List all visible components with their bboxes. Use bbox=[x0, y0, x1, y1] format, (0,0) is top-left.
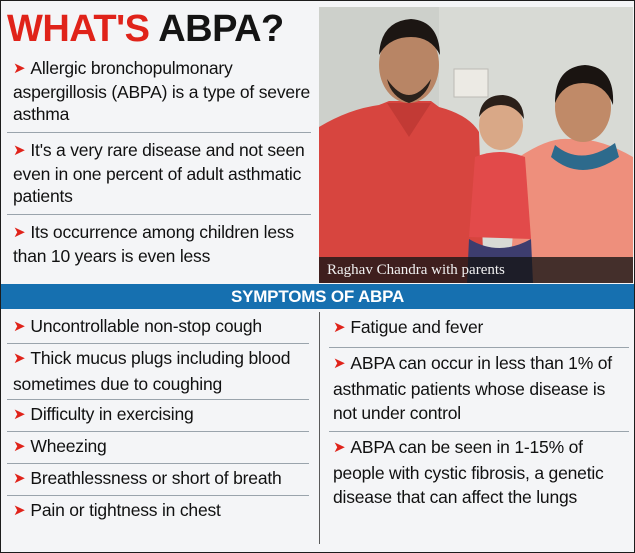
photo-illustration bbox=[319, 7, 633, 283]
symptom-text: Breathlessness or short of breath bbox=[30, 468, 282, 488]
symptoms-left-list bbox=[7, 312, 309, 527]
title-part-2: ABPA? bbox=[158, 8, 284, 50]
symptom-item bbox=[329, 347, 629, 431]
red-arrow-icon: ➤ bbox=[13, 318, 26, 335]
symptom-item bbox=[7, 431, 309, 463]
symptom-text: Wheezing bbox=[30, 436, 107, 456]
title-part-1: WHAT'S bbox=[7, 8, 150, 50]
symptom-text: Thick mucus plugs including blood sometimes due to coughing bbox=[13, 348, 291, 394]
symptom-text: ABPA can occur in less than 1% of asthmatic patients whose disease is not under control bbox=[333, 353, 612, 423]
fact-item bbox=[7, 132, 311, 214]
fact-text: Allergic bronchopulmonary aspergillosis (ABPA) is a type of severe asthma bbox=[13, 58, 311, 124]
fact-item bbox=[7, 55, 311, 132]
symptom-item bbox=[7, 463, 309, 495]
fact-text: It's a very rare disease and not seen even in one percent of adult asthmatic patients bbox=[13, 140, 305, 206]
fact-text: Its occurrence among children less than 10 years is even less bbox=[13, 222, 294, 266]
photo-caption: Raghav Chandra with parents bbox=[319, 257, 633, 283]
symptoms-right-list bbox=[329, 312, 629, 515]
page-title bbox=[7, 5, 284, 53]
red-arrow-icon: ➤ bbox=[13, 406, 26, 423]
family-photo bbox=[319, 7, 633, 283]
red-arrow-icon: ➤ bbox=[13, 502, 26, 519]
symptom-text: Pain or tightness in chest bbox=[30, 500, 221, 520]
symptom-item bbox=[329, 431, 629, 515]
symptom-text: Uncontrollable non-stop cough bbox=[30, 316, 262, 336]
red-arrow-icon: ➤ bbox=[13, 438, 26, 455]
red-arrow-icon: ➤ bbox=[13, 224, 26, 241]
facts-list bbox=[7, 55, 311, 274]
symptom-item bbox=[7, 399, 309, 431]
symptom-item bbox=[7, 343, 309, 399]
red-arrow-icon: ➤ bbox=[13, 470, 26, 487]
symptom-item bbox=[329, 312, 629, 347]
red-arrow-icon: ➤ bbox=[333, 355, 346, 372]
red-arrow-icon: ➤ bbox=[13, 142, 26, 159]
symptom-text: Fatigue and fever bbox=[350, 317, 484, 337]
symptom-text: Difficulty in exercising bbox=[30, 404, 194, 424]
red-arrow-icon: ➤ bbox=[13, 350, 26, 367]
symptoms-heading: SYMPTOMS OF ABPA bbox=[1, 284, 634, 309]
red-arrow-icon: ➤ bbox=[333, 439, 346, 456]
symptom-text: ABPA can be seen in 1-15% of people with cystic fibrosis, a genetic disease that can affect the lungs bbox=[333, 437, 604, 507]
red-arrow-icon: ➤ bbox=[13, 60, 26, 77]
fact-item bbox=[7, 214, 311, 274]
red-arrow-icon: ➤ bbox=[333, 319, 346, 336]
column-divider bbox=[319, 312, 320, 544]
symptom-item bbox=[7, 495, 309, 527]
symptom-item bbox=[7, 312, 309, 343]
